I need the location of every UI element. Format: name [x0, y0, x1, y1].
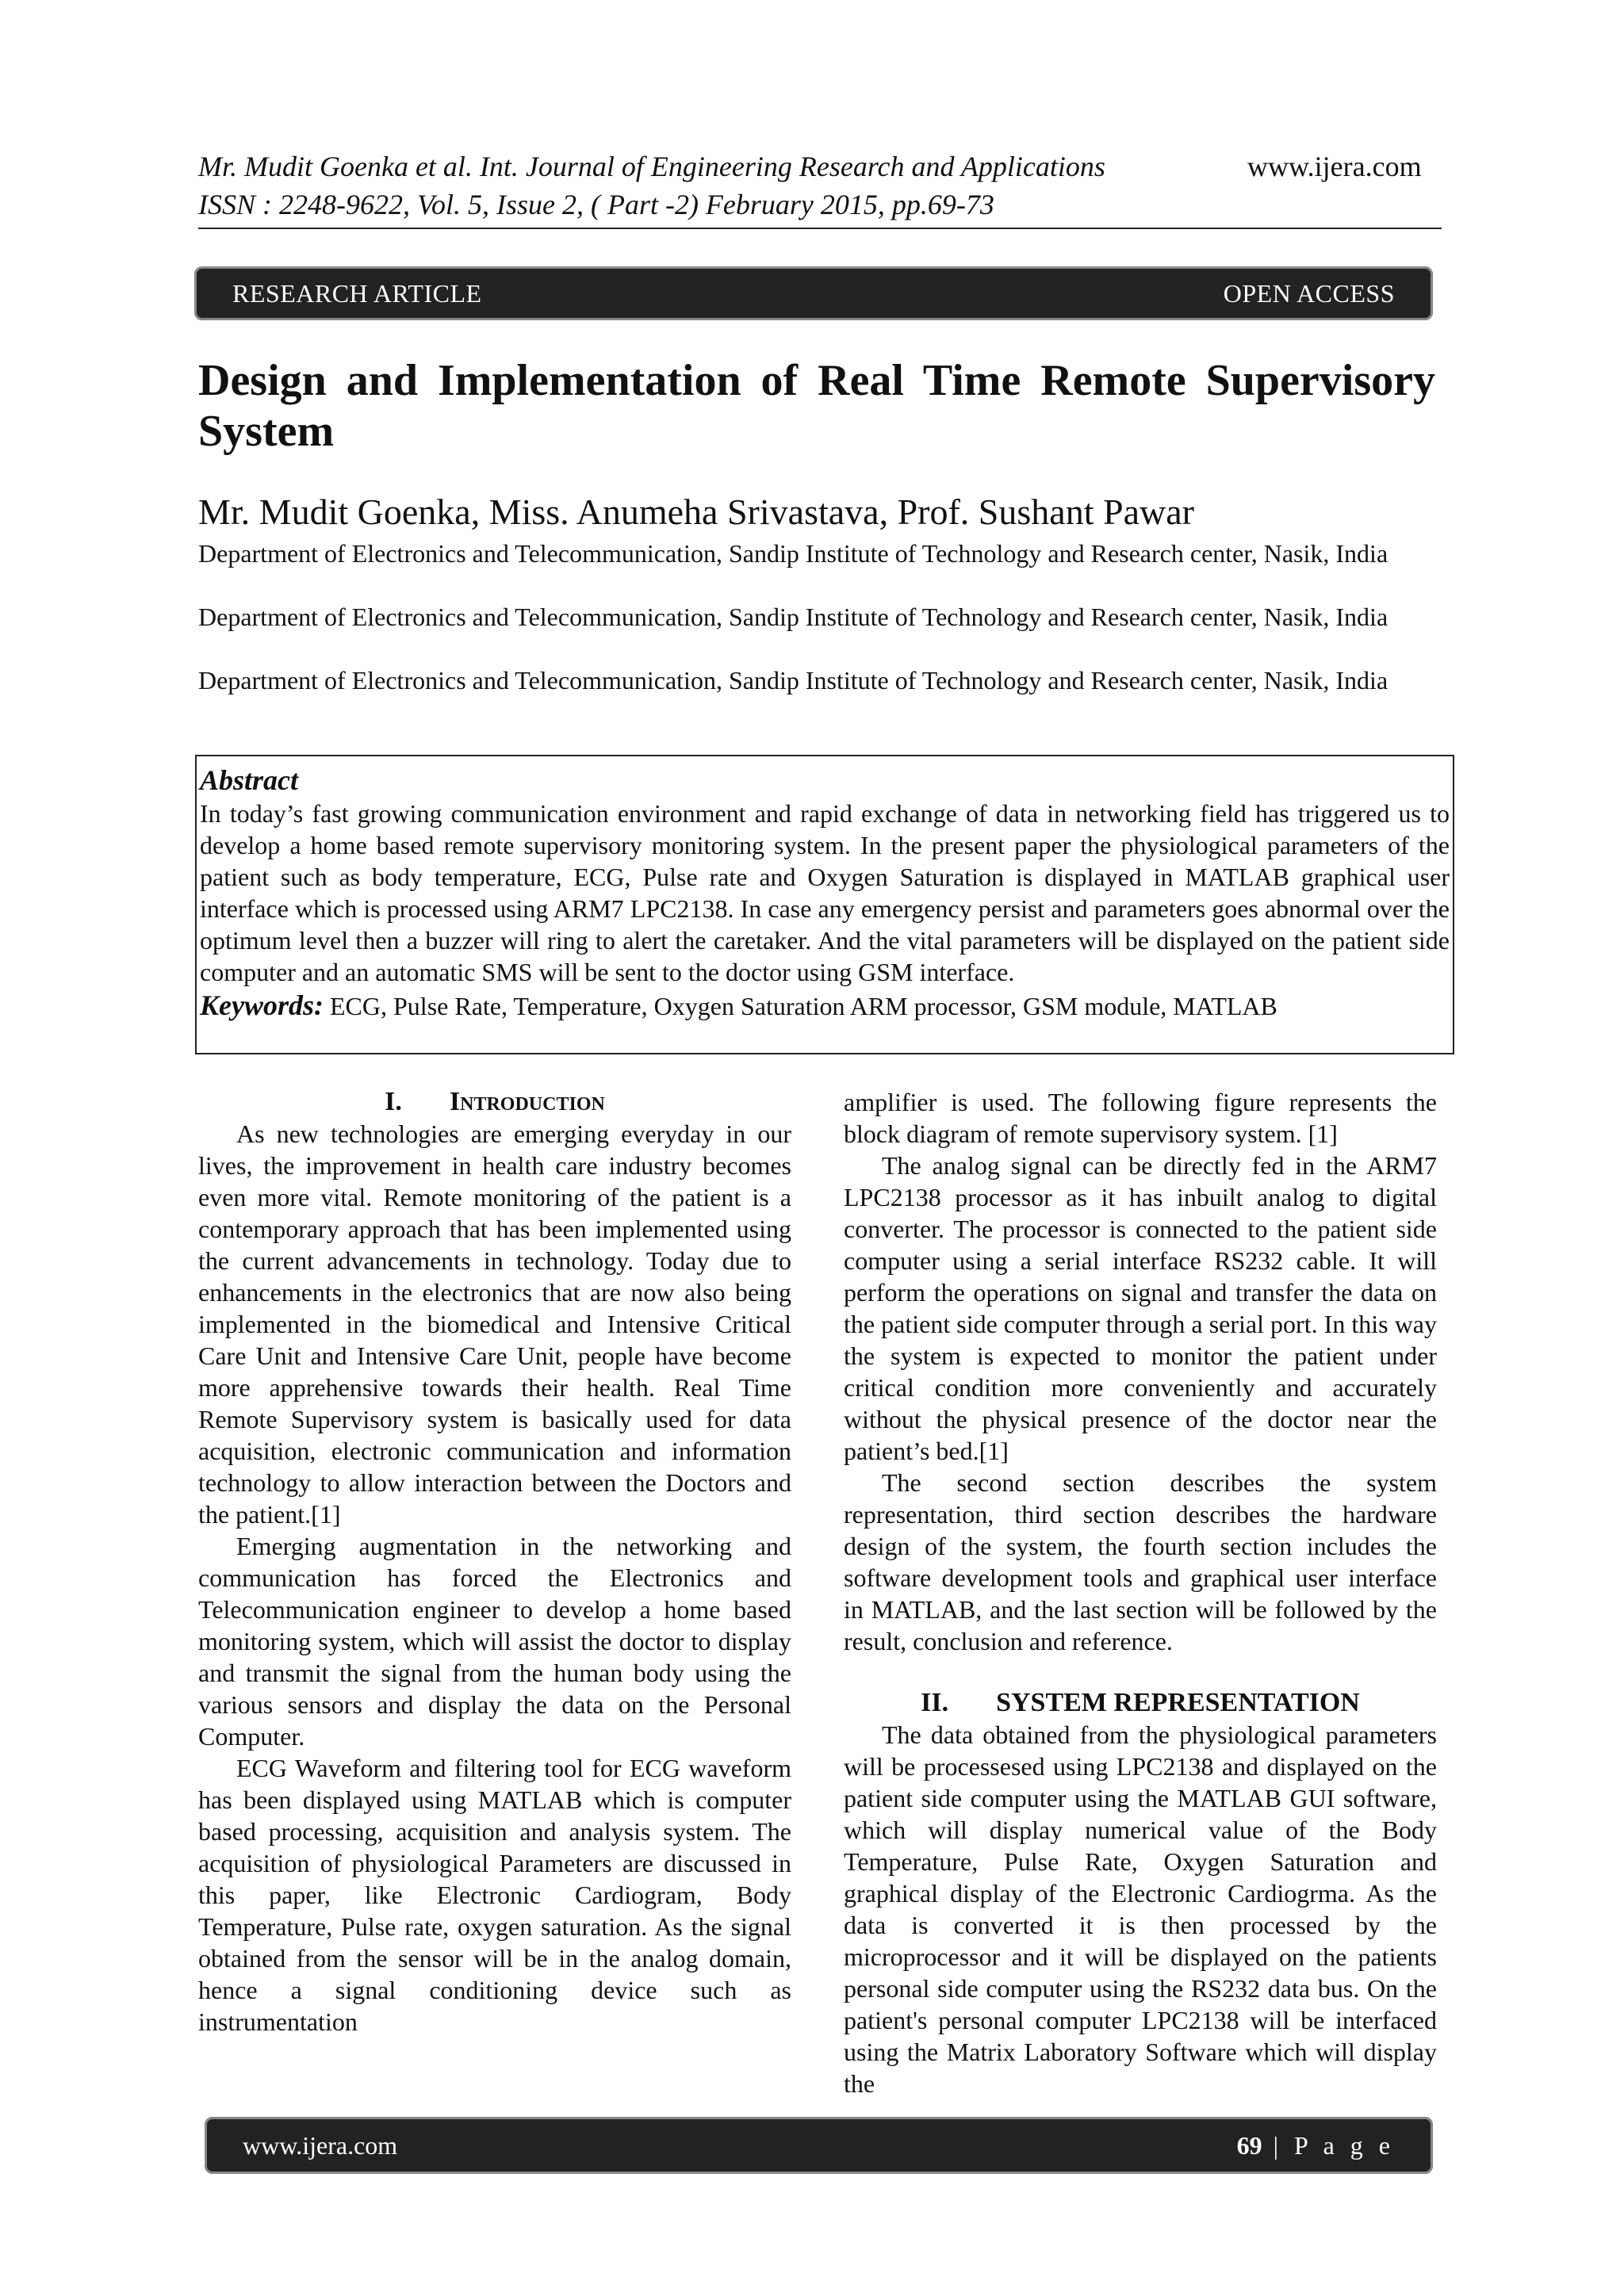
section-1-heading	[198, 1086, 791, 1118]
header-divider	[198, 228, 1442, 229]
paper-title: Design and Implementation of Real Time Remote Supervisory System	[198, 356, 1435, 456]
intro-paragraph-3: ECG Waveform and filtering tool for ECG waveform has been displayed using MATLAB which is computer based processing, acquisition and analysis system. The acquisition of physiological Parameters are discussed in this paper, like Electronic Cardiogram, Body Temperature, Pulse rate, oxygen saturation. As the signal obtained from the sensor will be in the analog domain, hence a signal conditioning device such as instrumentation	[198, 1754, 791, 2036]
abstract-box	[195, 755, 1454, 1054]
affiliation-1: Department of Electronics and Telecommunication, Sandip Institute of Technology and Research center, Nasik, India	[198, 539, 1388, 568]
footer-bar	[205, 2117, 1433, 2174]
abstract-text: In today’s fast growing communication environment and rapid exchange of data in networking field has triggered us to develop a home based remote supervisory monitoring system. In the present paper the physiological parameters of the patient such as body temperature, ECG, Pulse rate and Oxygen Saturation is displayed in MATLAB graphical user interface which is processed using ARM7 LPC2138. In case any emergency persist and parameters goes abnormal over the optimum level then a buzzer will ring to alert the caretaker. And the vital parameters will be displayed on the patient side computer and an automatic SMS will be sent to the doctor using GSM interface.	[200, 799, 1450, 986]
article-type-bar	[194, 266, 1433, 320]
intro-paragraph-5: The second section describes the system representation, third section describes the hardware design of the system, the fourth section includes the software development tools and graphical user interface in MATLAB, and the last section will be followed by the result, conclusion and reference.	[844, 1468, 1437, 1655]
header-website-link[interactable]: www.ijera.com	[1247, 151, 1422, 182]
section-2-title: SYSTEM REPRESENTATION	[996, 1688, 1360, 1717]
research-article-label: RESEARCH ARTICLE	[232, 278, 482, 308]
footer-website-link[interactable]: www.ijera.com	[243, 2130, 398, 2160]
issn-line: ISSN : 2248-9622, Vol. 5, Issue 2, ( Part -2) February 2015, pp.69-73	[198, 189, 994, 220]
journal-citation-line: Mr. Mudit Goenka et al. Int. Journal of Engineering Research and Applications	[198, 151, 1105, 182]
left-column	[198, 1086, 791, 2038]
keywords-text: ECG, Pulse Rate, Temperature, Oxygen Saturation ARM processor, GSM module, MATLAB	[330, 992, 1277, 1020]
affiliation-2: Department of Electronics and Telecommunication, Sandip Institute of Technology and Research center, Nasik, India	[198, 603, 1388, 631]
system-paragraph-1: The data obtained from the physiological parameters will be processesed using LPC2138 and displayed on the patient side computer using the MATLAB GUI software, which will display numerical value of the Body Temperature, Pulse Rate, Oxygen Saturation and graphical display of the Electronic Cardiogrma. As the data is converted it is then processed by the microprocessor and it will be displayed on the patients personal side computer using the RS232 data bus. On the patient's personal computer LPC2138 will be interfaced using the Matrix Laboratory Software which will display the	[844, 1720, 1437, 2098]
open-access-label: OPEN ACCESS	[1223, 278, 1395, 308]
intro-paragraph-4: The analog signal can be directly fed in the ARM7 LPC2138 processor as it has inbuilt analog to digital converter. The processor is connected to the patient side computer using a serial interface RS232 cable. It will perform the operations on signal and transfer the data on the patient side computer through a serial port. In this way the system is expected to monitor the patient under critical condition more conveniently and accurately without the physical presence of the doctor near the patient’s bed.[1]	[844, 1151, 1437, 1465]
keywords-label: Keywords:	[200, 989, 324, 1021]
section-1-title: Introduction	[449, 1087, 605, 1116]
page-label: | P a g e	[1262, 2130, 1395, 2160]
author-list: Mr. Mudit Goenka, Miss. Anumeha Srivastava, Prof. Sushant Pawar	[198, 492, 1194, 532]
section-2-heading	[844, 1687, 1437, 1719]
section-1-number: I.	[385, 1087, 402, 1116]
intro-continuation-paragraph: amplifier is used. The following figure represents the block diagram of remote supervisory system. [1]	[844, 1088, 1437, 1148]
intro-paragraph-2: Emerging augmentation in the networking and communication has forced the Electronics and Telecommunication engineer to develop a home based monitoring system, which will assist the doctor to display and transmit the signal from the human body using the various sensors and display the data on the Personal Computer.	[198, 1532, 791, 1751]
intro-paragraph-1: As new technologies are emerging everyday in our lives, the improvement in health care industry becomes even more vital. Remote monitoring of the patient is a contemporary approach that has been implemented using the current advancements in technology. Today due to enhancements in the electronics that are now also being implemented in the biomedical and Intensive Critical Care Unit and Intensive Care Unit, people have become more apprehensive towards their health. Real Time Remote Supervisory system is basically used for data acquisition, electronic communication and information technology to allow interaction between the Doctors and the patient.[1]	[198, 1119, 791, 1529]
abstract-heading: Abstract	[200, 764, 299, 796]
right-column	[844, 1086, 1437, 2099]
affiliation-3: Department of Electronics and Telecommunication, Sandip Institute of Technology and Research center, Nasik, India	[198, 666, 1388, 695]
page-indicator	[1237, 2131, 1395, 2160]
section-spacer	[844, 1657, 1437, 1687]
section-2-number: II.	[921, 1688, 949, 1717]
keywords-line	[200, 988, 1450, 1024]
page-number: 69	[1236, 2130, 1262, 2160]
